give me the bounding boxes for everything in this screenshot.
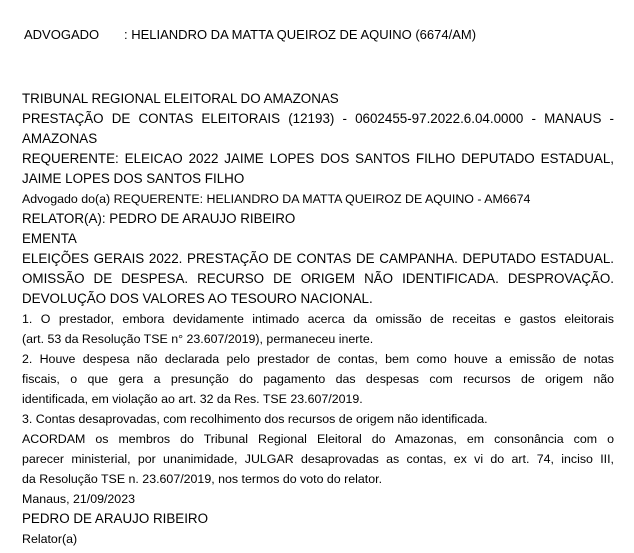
text-line: PRESTAÇÃO DE CONTAS ELEITORAIS (12193) - 0602455-97.2022.6.04.0000 - MANAUS - <box>22 111 614 126</box>
lawyer-header <box>24 27 476 42</box>
text-line: REQUERENTE: ELEICAO 2022 JAIME LOPES DOS SANTOS FILHO DEPUTADO ESTADUAL, <box>22 151 614 166</box>
text-line: Relator(a) <box>22 532 78 546</box>
text-line: PEDRO DE ARAUJO RIBEIRO <box>22 511 209 526</box>
lawyer-label: ADVOGADO <box>24 27 100 42</box>
text-line: ELEIÇÕES GERAIS 2022. PRESTAÇÃO DE CONTAS DE CAMPANHA. DEPUTADO ESTADUAL. <box>22 251 614 266</box>
text-line: (art. 53 da Resolução TSE n° 23.607/2019), permaneceu inerte. <box>22 332 374 346</box>
text-line: Manaus, 21/09/2023 <box>22 492 135 506</box>
decision-text <box>22 89 614 549</box>
text-line: TRIBUNAL REGIONAL ELEITORAL DO AMAZONAS <box>22 91 339 106</box>
lawyer-value: : HELIANDRO DA MATTA QUEIROZ DE AQUINO (6674/AM) <box>124 27 477 42</box>
text-line: 3. Contas desaprovadas, com recolhimento dos recursos de origem não identificada. <box>22 412 488 426</box>
text-line: Advogado do(a) REQUERENTE: HELIANDRO DA MATTA QUEIROZ DE AQUINO - AM6674 <box>22 192 531 206</box>
text-line: 2. Houve despesa não declarada pelo prestador de contas, bem como houve a emissão de notas <box>22 352 614 366</box>
text-line: EMENTA <box>22 231 77 246</box>
text-line: parecer ministerial, por unanimidade, JULGAR desaprovadas as contas, ex vi do art. 74, inciso III, <box>22 452 614 466</box>
text-line: DEVOLUÇÃO DOS VALORES AO TESOURO NACIONAL. <box>22 291 373 306</box>
text-line: RELATOR(A): PEDRO DE ARAUJO RIBEIRO <box>22 211 296 226</box>
text-line: fiscais, o que gera a presunção do pagamento das despesas com recursos de origem não <box>22 372 614 386</box>
text-line: da Resolução TSE n. 23.607/2019, nos termos do voto do relator. <box>22 472 383 486</box>
text-line: 1. O prestador, embora devidamente intimado acerca da omissão de receitas e gastos eleitorais <box>22 312 614 326</box>
text-line: OMISSÃO DE DESPESA. RECURSO DE ORIGEM NÃO IDENTIFICADA. DESPROVAÇÃO. <box>22 271 614 286</box>
text-line: JAIME LOPES DOS SANTOS FILHO <box>22 171 245 186</box>
text-line: AMAZONAS <box>22 131 98 146</box>
text-line: ACORDAM os membros do Tribunal Regional Eleitoral do Amazonas, em consonância com o <box>22 432 614 446</box>
text-line: identificada, em violação ao art. 32 da Res. TSE 23.607/2019. <box>22 392 363 406</box>
